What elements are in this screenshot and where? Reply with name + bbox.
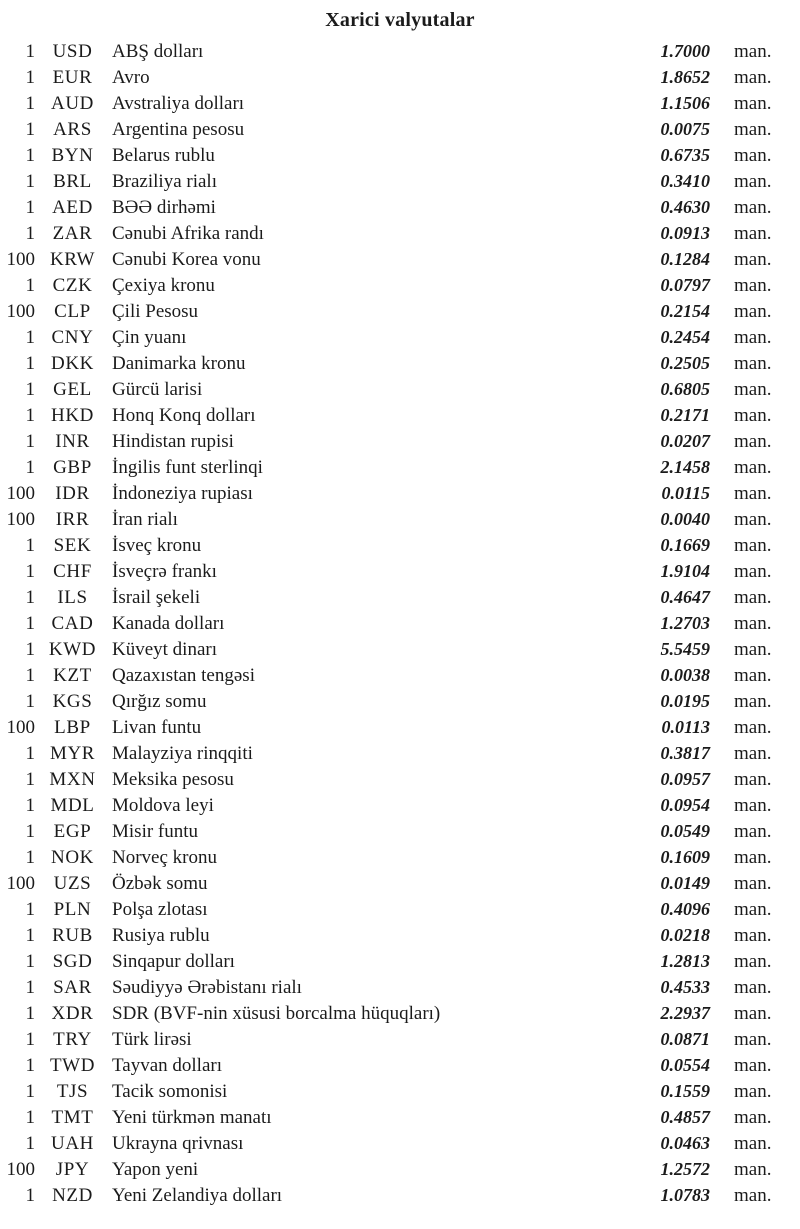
currency-name: Gürcü larisi — [112, 379, 203, 400]
currency-quantity: 1 — [25, 41, 35, 62]
exchange-rate: 0.0871 — [660, 1029, 710, 1049]
currency-quantity: 1 — [25, 67, 35, 88]
currency-row — [0, 350, 800, 376]
exchange-rate: 0.0549 — [660, 821, 710, 841]
currency-row — [0, 1130, 800, 1156]
unit-label: man. — [734, 951, 772, 972]
currency-code: IDR — [55, 483, 90, 504]
unit-label: man. — [734, 301, 772, 322]
currency-row — [0, 1104, 800, 1130]
currency-quantity: 100 — [6, 873, 35, 894]
currency-quantity: 1 — [25, 639, 35, 660]
exchange-rate: 0.6805 — [660, 379, 710, 399]
currency-code: AED — [52, 197, 93, 218]
currency-code: TRY — [53, 1029, 92, 1050]
currency-name: Tayvan dolları — [112, 1055, 222, 1076]
unit-label: man. — [734, 1055, 772, 1076]
currency-name: Avro — [112, 67, 150, 88]
currency-code: MDL — [50, 795, 95, 816]
unit-label: man. — [734, 691, 772, 712]
currency-row — [0, 116, 800, 142]
unit-label: man. — [734, 509, 772, 530]
currency-code: DKK — [51, 353, 94, 374]
currency-code: ILS — [57, 587, 88, 608]
currency-quantity: 1 — [25, 145, 35, 166]
exchange-rate: 0.4630 — [660, 197, 710, 217]
currency-row — [0, 558, 800, 584]
unit-label: man. — [734, 1185, 772, 1206]
exchange-rate: 0.2505 — [660, 353, 710, 373]
currency-name: Misir funtu — [112, 821, 199, 842]
currency-quantity: 1 — [25, 561, 35, 582]
page-title: Xarici valyutalar — [325, 9, 475, 31]
currency-quantity: 100 — [6, 483, 35, 504]
currency-quantity: 1 — [25, 821, 35, 842]
currency-row — [0, 818, 800, 844]
unit-label: man. — [734, 171, 772, 192]
unit-label: man. — [734, 795, 772, 816]
currency-row — [0, 1078, 800, 1104]
currency-quantity: 1 — [25, 769, 35, 790]
currency-row — [0, 480, 800, 506]
currency-row — [0, 870, 800, 896]
currency-code: CHF — [53, 561, 92, 582]
exchange-rate: 1.9104 — [660, 561, 710, 581]
currency-row — [0, 896, 800, 922]
currency-name: Moldova leyi — [112, 795, 214, 816]
currency-row — [0, 1000, 800, 1026]
currency-name: Cənubi Korea vonu — [112, 249, 261, 270]
exchange-rate: 0.0040 — [660, 509, 710, 529]
currency-name: Cənubi Afrika randı — [112, 223, 264, 244]
currency-name: Honq Konq dolları — [112, 405, 256, 426]
currency-code: BRL — [53, 171, 92, 192]
unit-label: man. — [734, 1133, 772, 1154]
currency-quantity: 1 — [25, 925, 35, 946]
currency-name: Argentina pesosu — [112, 119, 245, 140]
currency-row — [0, 740, 800, 766]
currency-code: CAD — [51, 613, 94, 634]
currency-name: İran rialı — [112, 509, 178, 530]
currency-quantity: 1 — [25, 405, 35, 426]
exchange-rate: 1.0783 — [660, 1185, 710, 1205]
currency-name: Çili Pesosu — [112, 301, 199, 322]
currency-row — [0, 142, 800, 168]
currency-name: Polşa zlotası — [112, 899, 208, 920]
currency-name: Sinqapur dolları — [112, 951, 235, 972]
currency-code: CZK — [52, 275, 93, 296]
currency-name: Livan funtu — [112, 717, 202, 738]
currency-quantity: 1 — [25, 119, 35, 140]
currency-row — [0, 220, 800, 246]
currency-name: Çexiya kronu — [112, 275, 215, 296]
exchange-rate: 2.1458 — [660, 457, 710, 477]
currency-code: MYR — [49, 743, 96, 764]
exchange-rate: 0.0195 — [660, 691, 710, 711]
currency-row — [0, 974, 800, 1000]
currency-row — [0, 402, 800, 428]
currency-name: Danimarka kronu — [112, 353, 246, 374]
currency-name: Qırğız somu — [112, 691, 207, 712]
currency-name: Braziliya rialı — [112, 171, 217, 192]
currency-name: Rusiya rublu — [112, 925, 210, 946]
currency-name: BƏƏ dirhəmi — [112, 197, 216, 218]
currency-row — [0, 922, 800, 948]
currency-name: İsveç kronu — [112, 535, 202, 556]
currency-code: GBP — [53, 457, 92, 478]
currency-code: UAH — [51, 1133, 94, 1154]
currency-quantity: 100 — [6, 1159, 35, 1180]
currency-name: Özbək somu — [112, 873, 208, 894]
unit-label: man. — [734, 769, 772, 790]
unit-label: man. — [734, 639, 772, 660]
exchange-rate: 0.4647 — [660, 587, 710, 607]
unit-label: man. — [734, 67, 772, 88]
currency-quantity: 1 — [25, 353, 35, 374]
unit-label: man. — [734, 535, 772, 556]
currency-quantity: 100 — [6, 249, 35, 270]
currency-name: Kanada dolları — [112, 613, 225, 634]
currency-quantity: 1 — [25, 691, 35, 712]
currency-code: KRW — [49, 249, 96, 270]
currency-code: AUD — [51, 93, 94, 114]
currency-name: Çin yuanı — [112, 327, 187, 348]
unit-label: man. — [734, 353, 772, 374]
exchange-rate: 0.1609 — [660, 847, 710, 867]
currency-quantity: 1 — [25, 1081, 35, 1102]
currency-code: PLN — [53, 899, 92, 920]
unit-label: man. — [734, 145, 772, 166]
unit-label: man. — [734, 327, 772, 348]
currency-name: Yeni Zelandiya dolları — [112, 1185, 283, 1206]
exchange-rate: 0.4857 — [660, 1107, 710, 1127]
currency-name: İsrail şekeli — [112, 587, 201, 608]
currency-quantity: 1 — [25, 1055, 35, 1076]
currency-name: Qazaxıstan tengəsi — [112, 665, 255, 686]
currency-name: Yeni türkmən manatı — [112, 1107, 272, 1128]
currency-row — [0, 272, 800, 298]
currency-row — [0, 90, 800, 116]
currency-quantity: 1 — [25, 1185, 35, 1206]
currency-code: TJS — [56, 1081, 89, 1102]
currency-name: Hindistan rupisi — [112, 431, 234, 452]
currency-code: KZT — [53, 665, 92, 686]
currency-name: Türk lirəsi — [112, 1029, 192, 1050]
exchange-rate: 0.3410 — [660, 171, 710, 191]
currency-quantity: 100 — [6, 509, 35, 530]
currency-code: BYN — [51, 145, 94, 166]
exchange-rate: 0.1669 — [660, 535, 710, 555]
currency-row — [0, 610, 800, 636]
currency-row — [0, 324, 800, 350]
exchange-rate: 5.5459 — [660, 639, 710, 659]
currency-quantity: 1 — [25, 847, 35, 868]
exchange-rate: 0.2154 — [660, 301, 710, 321]
currency-code: SEK — [53, 535, 92, 556]
currency-code: EGP — [53, 821, 92, 842]
currency-row — [0, 766, 800, 792]
exchange-rate: 0.0463 — [660, 1133, 710, 1153]
currency-code: KGS — [52, 691, 93, 712]
exchange-rate: 1.2813 — [660, 951, 710, 971]
currency-row — [0, 844, 800, 870]
currency-rates-table — [0, 38, 800, 1208]
exchange-rate: 1.7000 — [660, 41, 710, 61]
exchange-rate: 2.2937 — [660, 1003, 710, 1023]
unit-label: man. — [734, 483, 772, 504]
currency-quantity: 1 — [25, 613, 35, 634]
currency-name: Meksika pesosu — [112, 769, 234, 790]
currency-row — [0, 376, 800, 402]
currency-name: İngilis funt sterlinqi — [112, 457, 263, 478]
exchange-rate: 0.0038 — [660, 665, 710, 685]
exchange-rate: 0.2454 — [660, 327, 710, 347]
unit-label: man. — [734, 1029, 772, 1050]
currency-name: İsveçrə frankı — [112, 561, 217, 582]
unit-label: man. — [734, 93, 772, 114]
currency-code: ZAR — [52, 223, 93, 244]
unit-label: man. — [734, 405, 772, 426]
unit-label: man. — [734, 379, 772, 400]
currency-code: UZS — [53, 873, 92, 894]
exchange-rate: 1.8652 — [660, 67, 710, 87]
unit-label: man. — [734, 873, 772, 894]
currency-quantity: 1 — [25, 1133, 35, 1154]
unit-label: man. — [734, 717, 772, 738]
currency-code: KWD — [48, 639, 97, 660]
exchange-rate: 0.0797 — [660, 275, 710, 295]
currency-row — [0, 1182, 800, 1208]
currency-quantity: 1 — [25, 327, 35, 348]
currency-code: SAR — [53, 977, 92, 998]
currency-code: CLP — [54, 301, 91, 322]
currency-row — [0, 168, 800, 194]
currency-row — [0, 688, 800, 714]
unit-label: man. — [734, 41, 772, 62]
currency-quantity: 1 — [25, 665, 35, 686]
exchange-rate: 0.0913 — [660, 223, 710, 243]
currency-quantity: 100 — [6, 717, 35, 738]
currency-row — [0, 246, 800, 272]
exchange-rate: 0.0957 — [660, 769, 710, 789]
exchange-rate: 0.4533 — [660, 977, 710, 997]
currency-code: LBP — [54, 717, 91, 738]
currency-code: USD — [52, 41, 93, 62]
exchange-rate: 0.1559 — [660, 1081, 710, 1101]
currency-row — [0, 38, 800, 64]
currency-code: TMT — [51, 1107, 94, 1128]
currency-row — [0, 506, 800, 532]
currency-row — [0, 948, 800, 974]
currency-name: Səudiyyə Ərəbistanı rialı — [112, 977, 302, 998]
currency-code: SGD — [52, 951, 93, 972]
exchange-rate: 0.2171 — [660, 405, 710, 425]
exchange-rate: 0.0554 — [660, 1055, 710, 1075]
currency-quantity: 1 — [25, 951, 35, 972]
currency-quantity: 1 — [25, 93, 35, 114]
unit-label: man. — [734, 847, 772, 868]
currency-row — [0, 428, 800, 454]
currency-code: CNY — [51, 327, 94, 348]
currency-quantity: 1 — [25, 223, 35, 244]
unit-label: man. — [734, 197, 772, 218]
unit-label: man. — [734, 613, 772, 634]
currency-code: RUB — [52, 925, 93, 946]
currency-name: Belarus rublu — [112, 145, 215, 166]
exchange-rate: 0.0207 — [660, 431, 710, 451]
currency-code: ARS — [53, 119, 92, 140]
currency-code: GEL — [53, 379, 92, 400]
currency-code: EUR — [52, 67, 93, 88]
currency-quantity: 1 — [25, 795, 35, 816]
currency-quantity: 1 — [25, 899, 35, 920]
currency-row — [0, 1052, 800, 1078]
currency-code: INR — [55, 431, 90, 452]
currency-code: TWD — [49, 1055, 96, 1076]
currency-row — [0, 454, 800, 480]
exchange-rate: 1.2703 — [660, 613, 710, 633]
currency-code: JPY — [55, 1159, 90, 1180]
unit-label: man. — [734, 977, 772, 998]
unit-label: man. — [734, 1003, 772, 1024]
currency-row — [0, 636, 800, 662]
currency-code: NZD — [52, 1185, 93, 1206]
currency-row — [0, 532, 800, 558]
unit-label: man. — [734, 587, 772, 608]
unit-label: man. — [734, 457, 772, 478]
exchange-rate: 0.0113 — [661, 717, 710, 737]
unit-label: man. — [734, 431, 772, 452]
currency-name: Norveç kronu — [112, 847, 217, 868]
exchange-rate: 0.1284 — [660, 249, 710, 269]
exchange-rate: 0.0954 — [660, 795, 710, 815]
unit-label: man. — [734, 1107, 772, 1128]
exchange-rate: 0.3817 — [660, 743, 710, 763]
currency-code: XDR — [51, 1003, 94, 1024]
currency-row — [0, 64, 800, 90]
unit-label: man. — [734, 899, 772, 920]
exchange-rate: 0.6735 — [660, 145, 710, 165]
currency-quantity: 1 — [25, 379, 35, 400]
currency-quantity: 1 — [25, 1003, 35, 1024]
exchange-rate: 0.0149 — [660, 873, 710, 893]
currency-name: Tacik somonisi — [112, 1081, 228, 1102]
currency-row — [0, 662, 800, 688]
currency-quantity: 1 — [25, 457, 35, 478]
currency-name: Avstraliya dolları — [112, 93, 245, 114]
unit-label: man. — [734, 119, 772, 140]
unit-label: man. — [734, 925, 772, 946]
currency-row — [0, 714, 800, 740]
unit-label: man. — [734, 821, 772, 842]
currency-code: HKD — [51, 405, 94, 426]
currency-row — [0, 584, 800, 610]
currency-quantity: 1 — [25, 743, 35, 764]
currency-quantity: 1 — [25, 535, 35, 556]
currency-code: MXN — [49, 769, 96, 790]
currency-name: Ukrayna qrivnası — [112, 1133, 244, 1154]
currency-name: ABŞ dolları — [112, 41, 204, 62]
exchange-rate: 1.1506 — [660, 93, 710, 113]
currency-name: Yapon yeni — [112, 1159, 199, 1180]
currency-name: İndoneziya rupiası — [112, 483, 253, 504]
currency-name: SDR (BVF-nin xüsusi borcalma hüquqları) — [112, 1003, 441, 1024]
exchange-rate: 0.4096 — [660, 899, 710, 919]
unit-label: man. — [734, 223, 772, 244]
currency-quantity: 1 — [25, 431, 35, 452]
currency-quantity: 1 — [25, 171, 35, 192]
currency-code: IRR — [55, 509, 90, 530]
unit-label: man. — [734, 1081, 772, 1102]
unit-label: man. — [734, 275, 772, 296]
currency-row — [0, 1026, 800, 1052]
unit-label: man. — [734, 561, 772, 582]
currency-row — [0, 298, 800, 324]
currency-name: Malayziya rinqqiti — [112, 743, 253, 764]
unit-label: man. — [734, 249, 772, 270]
exchange-rate: 0.0075 — [660, 119, 710, 139]
currency-code: NOK — [51, 847, 94, 868]
currency-quantity: 1 — [25, 197, 35, 218]
currency-row — [0, 194, 800, 220]
currency-name: Küveyt dinarı — [112, 639, 218, 660]
currency-quantity: 1 — [25, 587, 35, 608]
currency-row — [0, 1156, 800, 1182]
currency-quantity: 1 — [25, 977, 35, 998]
unit-label: man. — [734, 665, 772, 686]
exchange-rate: 1.2572 — [660, 1159, 710, 1179]
exchange-rate: 0.0115 — [661, 483, 710, 503]
unit-label: man. — [734, 743, 772, 764]
exchange-rate: 0.0218 — [660, 925, 710, 945]
currency-quantity: 100 — [6, 301, 35, 322]
currency-quantity: 1 — [25, 275, 35, 296]
unit-label: man. — [734, 1159, 772, 1180]
currency-quantity: 1 — [25, 1107, 35, 1128]
currency-row — [0, 792, 800, 818]
currency-quantity: 1 — [25, 1029, 35, 1050]
